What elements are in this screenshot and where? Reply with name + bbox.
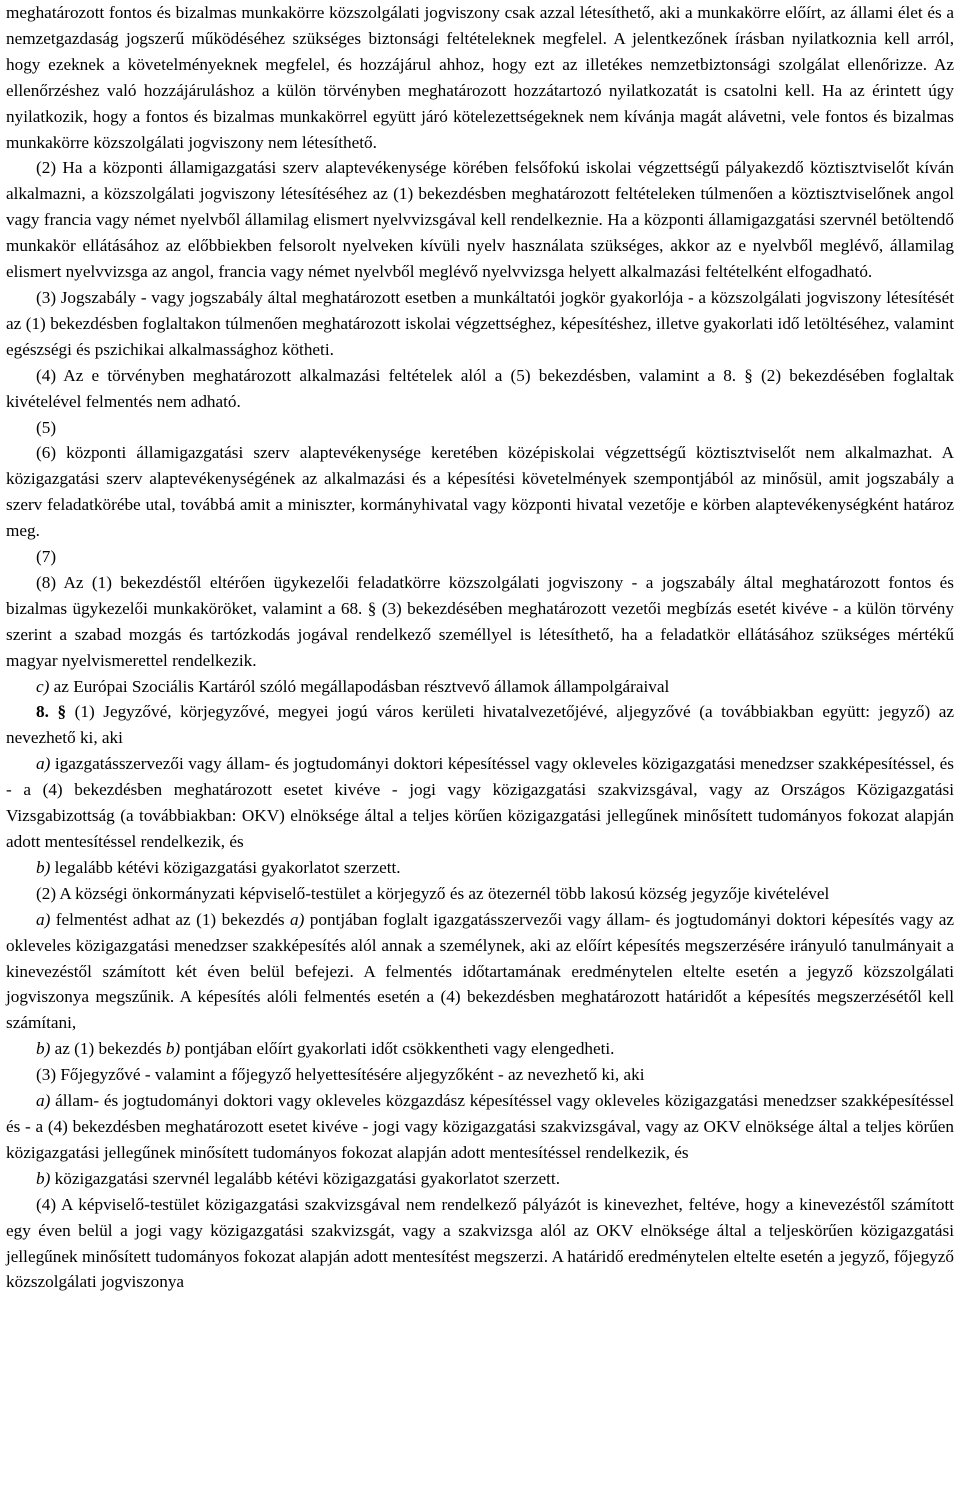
paragraph-text: közigazgatási szervnél legalább kétévi közigazgatási gyakorlatot szerzett. (50, 1168, 560, 1188)
paragraph-text: felmentést adhat az (1) bekezdés (50, 909, 291, 929)
list-marker: c) (36, 676, 50, 696)
paragraph-text: (4) Az e törvényben meghatározott alkalmazási feltételek alól a (5) bekezdésben, valamint a 8. § (2) bekezdésében foglaltak kivételével felmentés nem adható. (6, 365, 954, 411)
paragraph (6, 440, 954, 544)
paragraph-text: az (1) bekezdés (50, 1039, 166, 1059)
paragraph (6, 1192, 954, 1296)
list-marker: b) (36, 1039, 51, 1059)
paragraph (6, 855, 954, 881)
list-marker: a) (36, 909, 51, 929)
paragraph (6, 1166, 954, 1192)
list-marker: a) (290, 909, 305, 929)
paragraph-text: pontjában előírt gyakorlati időt csökkentheti vagy elengedheti. (180, 1039, 615, 1059)
paragraph-text: állam- és jogtudományi doktori vagy okleveles közgazdász képesítéssel vagy okleveles közigazgatási menedzser szakképesítéssel és - a (4) bekezdésben meghatározott esetet kivéve - jogi vagy közigazgatási szakvizsgával, vagy az OKV elnöksége által a teljes körűen közigazgatási jellegűnek minősített tudományos fokozat alapján adott mentesítéssel rendelkezik, és (6, 1091, 954, 1162)
paragraph-text: (5) (36, 417, 57, 437)
paragraph (6, 570, 954, 674)
paragraph (6, 544, 954, 570)
paragraph (6, 1036, 954, 1062)
paragraph-text: (2) A községi önkormányzati képviselő-testület a körjegyző és az ötezernél több lakosú község jegyzője kivételével (36, 883, 830, 903)
paragraph-text: igazgatásszervezői vagy állam- és jogtudományi doktori képesítéssel vagy okleveles közigazgatási menedzser szakképesítéssel, és - a (4) bekezdésben meghatározott esetet kivéve - jogi vagy közigazgatási szakvizsgával, vagy az Országos Közigazgatási Vizsgabizottság (a továbbiakban: OKV) elnöksége által a teljes körűen közigazgatási jellegűnek minősített tudományos fokozat alapján adott mentesítéssel rendelkezik, és (6, 754, 954, 851)
paragraph (6, 0, 954, 155)
paragraph (6, 881, 954, 907)
paragraph (6, 363, 954, 415)
paragraph (6, 751, 954, 855)
paragraph (6, 674, 954, 700)
paragraph (6, 155, 954, 285)
section-number: 8. § (36, 702, 67, 722)
list-marker: b) (36, 1168, 51, 1188)
paragraph-text: (3) Jogszabály - vagy jogszabály által meghatározott esetben a munkáltatói jogkör gyakorlója - a közszolgálati jogviszony létesítését az (1) bekezdésben foglaltakon túlmenően meghatározott iskolai végzettséghez, képesítéshez, illetve gyakorlati idő letöltéséhez, valamint egészségi és pszichikai alkalmassághoz kötheti. (6, 287, 954, 359)
paragraph-text: (6) központi államigazgatási szerv alaptevékenysége keretében középiskolai végzettségű köztisztviselőt nem alkalmazhat. A közigazgatási szerv alaptevékenységének az alkalmazási és a képesítési követelmények szempontjából az minősül, amit jogszabály a szerv feladatkörébe utal, továbbá amit a miniszter, kormányhivatal vagy központi hivatal vezetője e körben alaptevékenységként határoz meg. (6, 443, 954, 541)
paragraph (6, 285, 954, 363)
list-marker: b) (165, 1039, 181, 1059)
paragraph-text: az Európai Szociális Kartáról szóló megállapodásban résztvevő államok állampolgáraival (49, 676, 670, 696)
paragraph (6, 907, 954, 1037)
paragraph (6, 415, 954, 441)
list-marker: a) (36, 1091, 51, 1111)
paragraph-text: pontjában foglalt igazgatásszervezői vagy állam- és jogtudományi doktori képesítés vagy az okleveles közigazgatási menedzser szakképesítés alól annak a személynek, aki az előírt képesítés megszerzésére irányuló tanulmányait a kinevezéstől számított két éven belül befejezi. A felmentés időtartamának eredménytelen eltelte esetén a jegyző közszolgálati jogviszonya megszűnik. A képesítés alóli felmentés esetén a (4) bekezdésben meghatározott határidőt a képesítés megszerzésétől kell számítani, (6, 909, 954, 1033)
paragraph-text: (8) Az (1) bekezdéstől eltérően ügykezelői feladatkörre közszolgálati jogviszony - a jogszabály által meghatározott fontos és bizalmas ügykezelői munkaköröket, valamint a 68. § (3) bekezdésében meghatározott vezetői megbízás esetét kivéve - a külön törvény szerint a szabad mozgás és tartózkodás jogával rendelkező személlyel is létesíthető, ha a feladatkör ellátásához szükséges mértékű magyar nyelvismerettel rendelkezik. (6, 572, 954, 670)
list-marker: a) (36, 754, 51, 774)
paragraph-text: (1) Jegyzővé, körjegyzővé, megyei jogú város kerületi hivatalvezetőjévé, aljegyzővé (a továbbiakban együtt: jegyző) az nevezhető ki, aki (6, 702, 954, 748)
paragraph (6, 699, 954, 751)
list-marker: b) (36, 857, 51, 877)
paragraph-text: legalább kétévi közigazgatási gyakorlatot szerzett. (50, 857, 401, 877)
paragraph-text: (4) A képviselő-testület közigazgatási szakvizsgával nem rendelkező pályázót is kinevezhet, feltéve, hogy a kinevezéstől számított egy éven belül a jogi vagy közigazgatási szakvizsgát, vagy a szakvizsga alól az OKV elnöksége által a teljeskörűen közigazgatási jellegűnek minősített tudományos fokozat alapján adott mentesítést megszerzi. A határidő eredménytelen eltelte esetén a jegyző, főjegyző közszolgálati jogviszonya (6, 1194, 954, 1292)
paragraph-text: meghatározott fontos és bizalmas munkakörre közszolgálati jogviszony csak azzal létesíthető, aki a munkakörre előírt, az állami élet és a nemzetgazdaság jogszerű működéséhez szükséges biztonsági feltételeknek megfelel. A jelentkezőnek írásban nyilatkoznia kell arról, hogy ezeknek a követelményeknek megfelel, és hozzájárul ahhoz, hogy ezt az illetékes nemzetbiztonsági szolgálat ellenőrizze. Az ellenőrzéshez való hozzájáruláshoz a külön törvényben meghatározott hozzátartozó nyilatkozatát is csatolni kell. Ha az érintett úgy nyilatkozik, hogy a fontos és bizalmas munkakörrel együtt járó kötelezettségeknek nem kívánja magát alávetni, vele fontos és bizalmas munkakörre közszolgálati jogviszony nem létesíthető. (6, 3, 954, 152)
paragraph (6, 1062, 954, 1088)
paragraph (6, 1088, 954, 1166)
paragraph-text: (7) (36, 547, 57, 567)
paragraph-text: (3) Főjegyzővé - valamint a főjegyző helyettesítésére aljegyzőként - az nevezhető ki, aki (36, 1065, 645, 1085)
paragraph-text: (2) Ha a központi államigazgatási szerv alaptevékenysége körében felsőfokú iskolai végzettségű pályakezdő köztisztviselőt kíván alkalmazni, a közszolgálati jogviszony létesítéséhez az (1) bekezdésben meghatározott feltételeken túlmenően a köztisztviselőnek angol vagy francia vagy német nyelvből államilag elismert nyelvvizsgával kell rendelkeznie. Ha a központi államigazgatási szervnél betöltendő munkakör ellátásához az előbbiekben felsorolt nyelveken kívüli nyelv használata szükséges, akkor az e nyelvből meglévő, államilag elismert nyelvvizsga az angol, francia vagy német nyelvből meglévő nyelvvizsga helyett alkalmazási feltételként elfogadható. (6, 158, 954, 282)
